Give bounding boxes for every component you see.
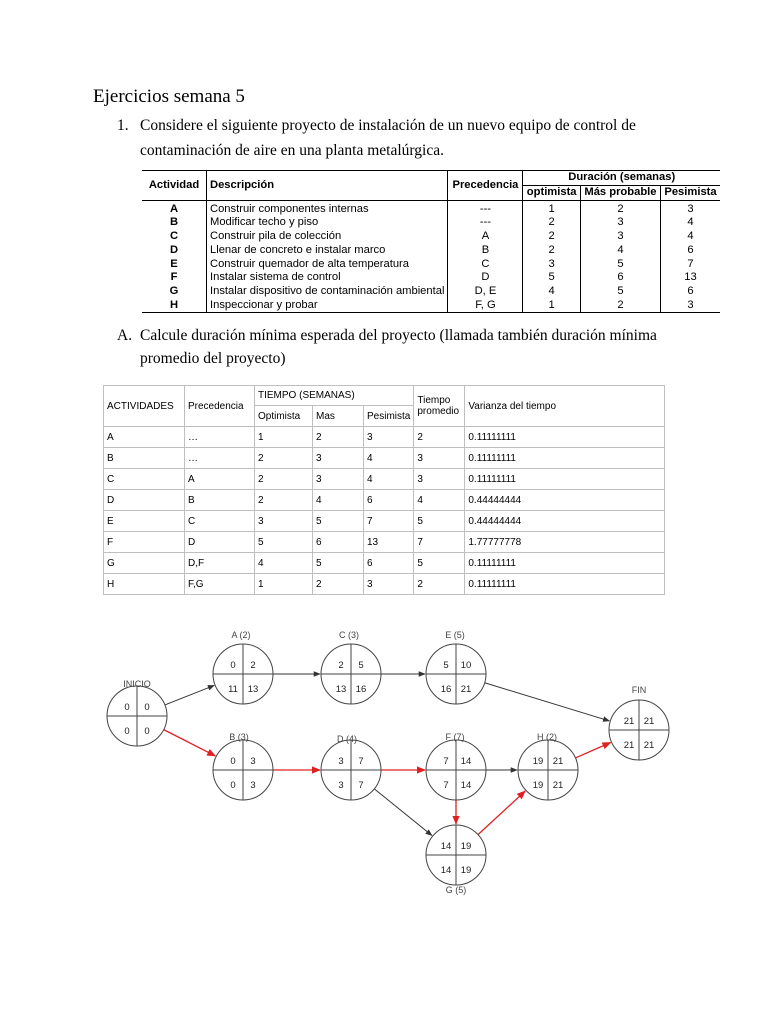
table-cell: A [448,230,523,244]
node-label: FIN [631,685,647,695]
node-inicio [107,679,167,746]
table-cell: A [104,427,185,448]
node-label: C (3) [339,630,359,640]
node-earliest-start: 21 [623,716,635,727]
table-row [104,532,665,553]
th-pesimista-2: Pesimista [364,406,414,427]
node-earliest-start: 19 [532,756,544,767]
node-latest-start: 0 [124,726,130,737]
table-cell: B [104,448,185,469]
table-cell: 5 [580,258,660,272]
table-cell: 3 [255,511,313,532]
activity-letter: E [142,258,207,272]
node-c [321,630,381,704]
table-cell: 4 [364,448,414,469]
table-cell: C [448,258,523,272]
table-row [142,216,720,230]
table-cell: C [104,469,185,490]
table-cell: Construir quemador de alta temperatura [207,258,448,272]
table-row [104,553,665,574]
table-cell: 4 [687,230,694,243]
table-cell: 3 [580,230,660,244]
table-cell: Modificar techo y piso [207,216,448,230]
node-label: B (3) [229,732,249,742]
table-cell: 6 [313,532,364,553]
edge-h-fin [575,742,610,757]
node-latest-finish: 14 [460,780,472,791]
node-latest-start: 21 [623,740,635,751]
node-earliest-finish: 2 [250,660,256,671]
table-cell: Instalar sistema de control [207,271,448,285]
node-latest-finish: 16 [355,684,367,695]
table-cell: D,F [185,553,255,574]
node-latest-finish: 0 [144,726,150,737]
table-row [142,299,720,313]
node-b [213,732,273,800]
activities-table [142,170,720,313]
node-label: G (5) [445,885,467,895]
activity-letter: F [142,271,207,285]
table-cell: 4 [687,216,694,229]
table-cell: 6 [687,284,694,297]
node-a [213,630,273,704]
th-pesimista: Pesimista [661,185,721,200]
node-d [321,734,381,800]
table-cell: 4 [414,490,465,511]
node-latest-start: 16 [440,684,452,695]
th-varianza: Varianza del tiempo [465,386,665,427]
table-cell: 4 [364,469,414,490]
th-actividad: Actividad [142,171,207,201]
table-cell: 3 [313,469,364,490]
th-tiempo-promedio: Tiempo promedio [414,386,465,427]
page-title: Ejercicios semana 5 [93,86,245,107]
table-cell: 2 [255,490,313,511]
table-cell: 1 [255,574,313,595]
th-precedencia: Precedencia [448,171,523,201]
table-cell: 4 [580,244,660,258]
activity-letter: A [142,200,207,216]
table-cell: 2 [523,244,580,258]
table-cell: 2 [580,200,660,216]
table-cell: 2 [255,469,313,490]
th-actividades: ACTIVIDADES [104,386,185,427]
table-row [104,469,665,490]
node-label: INICIO [123,679,151,689]
table-cell: B [448,244,523,258]
table-cell: 5 [313,553,364,574]
question-1-line-1: Considere el siguiente proyecto de instalación de un nuevo equipo de control de [140,117,636,134]
node-label: A (2) [231,630,251,640]
node-latest-finish: 21 [643,740,655,751]
edge-inicio-b [164,730,216,756]
table-cell: 5 [313,511,364,532]
table-cell: 0.11111111 [465,448,665,469]
table-row [142,271,720,285]
table-cell: Llenar de concreto e instalar marco [207,244,448,258]
table-cell: 0.11111111 [465,469,665,490]
activity-letter: G [142,285,207,299]
table-row [104,511,665,532]
table-cell: 3 [661,299,721,313]
node-earliest-start: 3 [338,756,344,767]
table-cell: 2 [414,427,465,448]
node-latest-finish: 21 [552,780,564,791]
node-label: D (4) [337,734,357,744]
table-cell: 1 [255,427,313,448]
table-cell: 6 [687,243,694,256]
table-cell: 6 [364,553,414,574]
node-latest-start: 13 [335,684,347,695]
node-latest-start: 7 [443,780,449,791]
table-cell: D [104,490,185,511]
th-tiempo: TIEMPO (SEMANAS) [255,386,414,406]
calculation-table [103,385,665,595]
table-cell: C [185,511,255,532]
question-a-line-1: Calcule duración mínima esperada del proyecto (llamada también duración mínima [140,327,657,344]
table-cell: Construir pila de colección [207,230,448,244]
table-cell: --- [448,216,523,230]
table-cell: 2 [255,448,313,469]
node-latest-start: 0 [230,780,236,791]
table-cell: 5 [414,511,465,532]
node-earliest-start: 2 [338,660,344,671]
table-cell: 0.44444444 [465,511,665,532]
table-cell: 2 [313,574,364,595]
table-cell: 2 [523,230,580,244]
table-cell: F, G [448,299,523,313]
table-cell: 0.11111111 [465,553,665,574]
node-earliest-start: 7 [443,756,449,767]
node-label: H (2) [537,732,557,742]
table-cell: 3 [523,258,580,272]
th-mas: Mas [313,406,364,427]
table-cell: D [448,271,523,285]
table-row [104,448,665,469]
table-cell: B [185,490,255,511]
node-latest-finish: 7 [358,780,364,791]
table-cell: 0.11111111 [465,574,665,595]
question-1-number: 1. [117,117,129,134]
question-a-line-2: promedio del proyecto) [140,350,286,367]
table-cell: … [185,427,255,448]
activity-letter: D [142,244,207,258]
node-earliest-finish: 3 [250,756,256,767]
node-latest-start: 11 [228,684,238,695]
table-cell: 5 [580,285,660,299]
table-cell: 3 [364,574,414,595]
node-earliest-start: 14 [440,841,452,852]
table-cell: --- [448,200,523,216]
node-latest-finish: 19 [460,865,472,876]
table-cell: 3 [414,469,465,490]
table-cell: 4 [523,285,580,299]
table-cell: 3 [364,427,414,448]
edge-inicio-a [165,685,214,705]
table-cell: 1.77777778 [465,532,665,553]
table-cell: 3 [414,448,465,469]
table-cell: 3 [687,202,694,215]
question-a-letter: A. [117,327,133,344]
node-latest-finish: 3 [250,780,256,791]
node-earliest-finish: 5 [358,660,364,671]
table-cell: 2 [414,574,465,595]
table-cell: 4 [313,490,364,511]
table-cell: 3 [580,216,660,230]
edge-g-h [478,791,525,835]
table-cell: 2 [580,299,660,313]
table-cell: F [104,532,185,553]
node-label: E (5) [445,630,465,640]
th-descripcion: Descripción [207,171,448,201]
th-duracion: Duración (semanas) [523,171,720,186]
table-cell: D [185,532,255,553]
table-row [142,258,720,272]
node-earliest-finish: 21 [552,756,564,767]
table-cell: D, E [448,285,523,299]
question-1-line-2: contaminación de aire en una planta metalúrgica. [140,142,444,159]
table-cell: 7 [364,511,414,532]
node-latest-finish: 21 [460,684,472,695]
node-earliest-finish: 0 [144,702,150,713]
table-cell: 7 [687,257,694,270]
table-cell: 1 [523,299,580,313]
node-latest-start: 14 [440,865,452,876]
th-precedencia-2: Precedencia [185,386,255,427]
node-earliest-start: 0 [230,756,236,767]
table-cell: A [185,469,255,490]
table-cell: F,G [185,574,255,595]
node-earliest-start: 5 [443,660,449,671]
table-cell: Instalar dispositivo de contaminación ambiental [207,285,448,299]
table-cell: 0.44444444 [465,490,665,511]
table-cell: Construir componentes internas [207,200,448,216]
table-cell: 4 [255,553,313,574]
node-latest-finish: 13 [247,684,259,695]
table-cell: 7 [414,532,465,553]
network-diagram [0,600,768,900]
node-fin [609,685,669,760]
node-e [426,630,486,704]
activity-letter: H [142,299,207,313]
table-cell: H [104,574,185,595]
node-earliest-finish: 7 [358,756,364,767]
table-row [142,244,720,258]
node-earliest-finish: 19 [460,841,472,852]
th-mas-probable: Más probable [580,185,660,200]
table-cell: 0.11111111 [465,427,665,448]
table-cell: 5 [255,532,313,553]
activity-letter: B [142,216,207,230]
node-earliest-finish: 21 [643,716,655,727]
table-cell: 13 [364,532,414,553]
table-cell: … [185,448,255,469]
table-row [142,200,720,216]
table-cell: 5 [414,553,465,574]
table-row [142,230,720,244]
table-cell: 6 [580,271,660,285]
table-cell: 13 [684,271,697,284]
node-g [426,825,486,895]
node-latest-start: 3 [338,780,344,791]
table-cell: 6 [364,490,414,511]
activity-letter: C [142,230,207,244]
table-row [104,490,665,511]
table-cell: E [104,511,185,532]
table-cell: Inspeccionar y probar [207,299,448,313]
node-label: F (7) [445,732,465,742]
table-cell: 2 [523,216,580,230]
table-cell: 3 [313,448,364,469]
table-cell: G [104,553,185,574]
node-earliest-finish: 10 [460,660,472,671]
th-optimista-2: Optimista [255,406,313,427]
table-cell: 2 [313,427,364,448]
node-h [518,732,578,800]
table-row [142,285,720,299]
table-row [104,574,665,595]
edge-e-fin [485,683,610,721]
node-latest-start: 19 [532,780,544,791]
table-cell: 5 [523,271,580,285]
th-optimista: optimista [523,185,580,200]
edge-d-g [374,789,432,836]
node-earliest-start: 0 [230,660,236,671]
node-f [426,732,486,800]
table-cell: 1 [523,200,580,216]
table-row [104,427,665,448]
node-earliest-start: 0 [124,702,130,713]
node-earliest-finish: 14 [460,756,472,767]
